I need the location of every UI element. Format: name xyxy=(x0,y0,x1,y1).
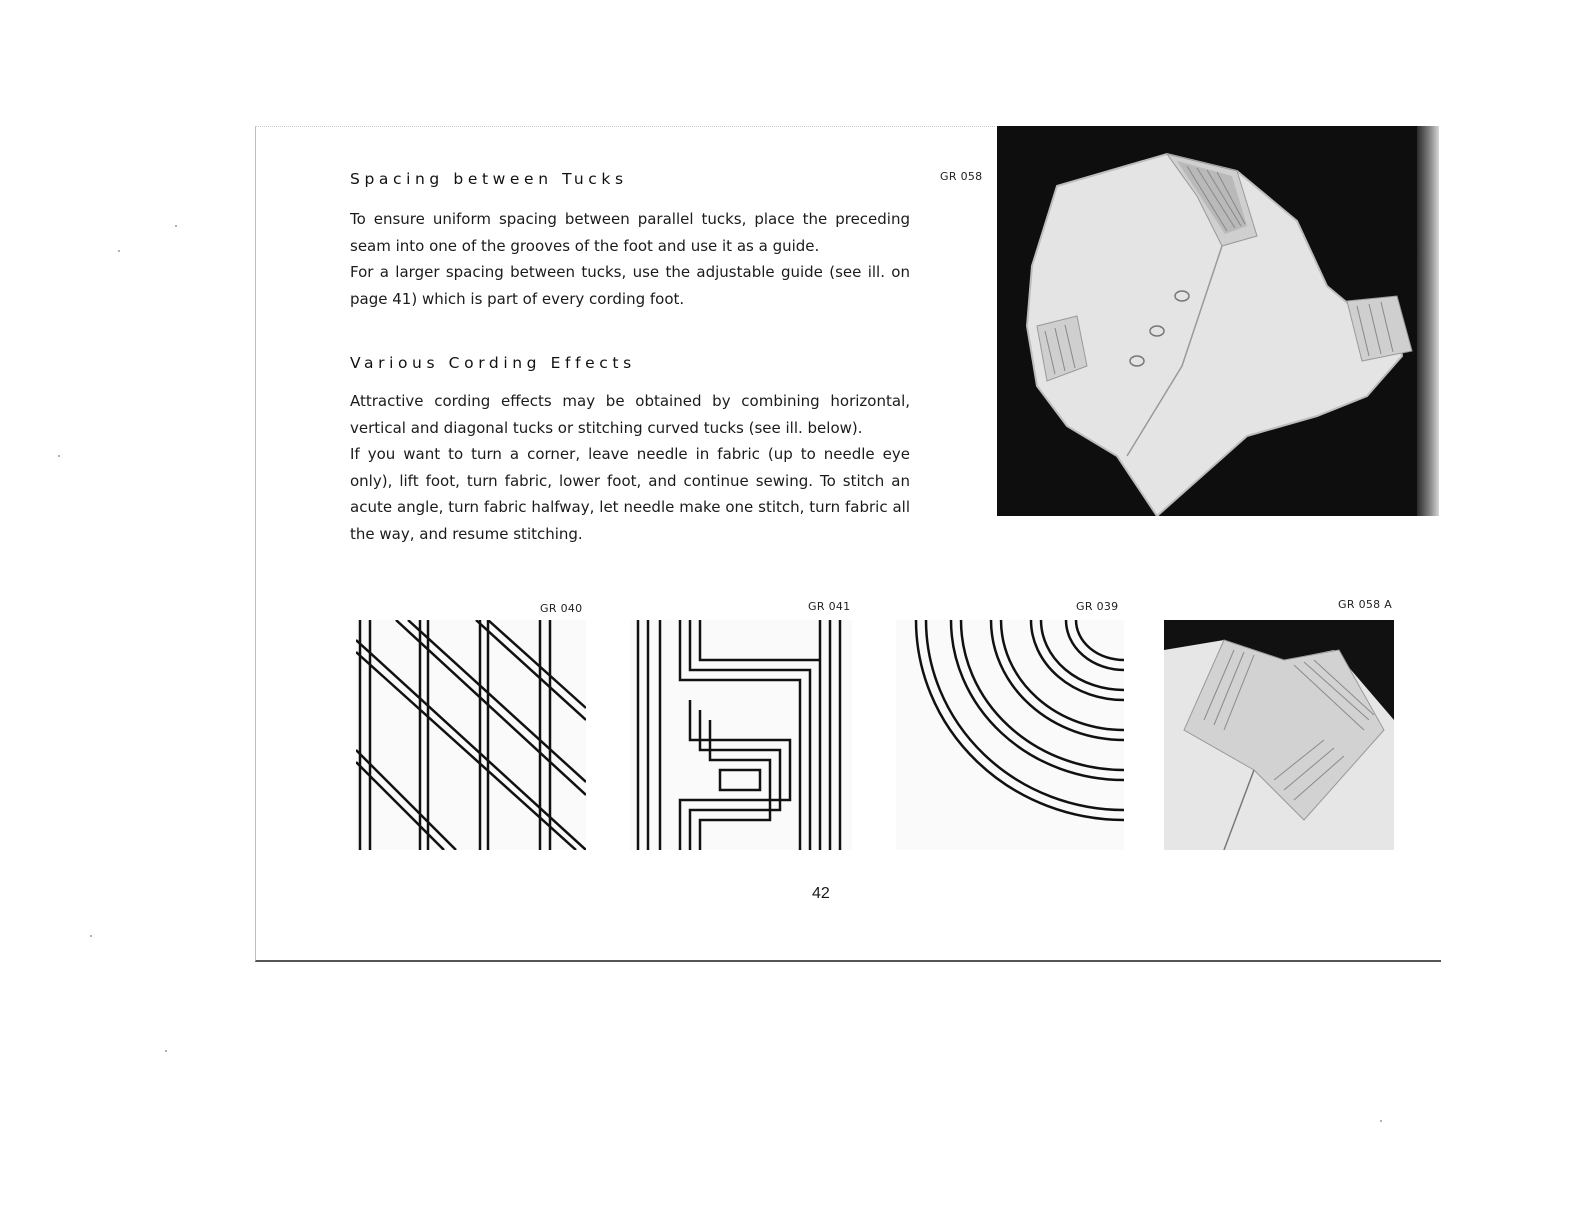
diagonal-grid-illustration xyxy=(356,620,586,850)
jacket-illustration xyxy=(997,126,1417,516)
paragraph: To ensure uniform spacing between parallel tucks, place the preceding seam into one of the grooves of the foot and use it as a guide. xyxy=(350,210,910,255)
paragraph: For a larger spacing between tucks, use the adjustable guide (see ill. on page 41) which is part of every cording foot. xyxy=(350,263,910,308)
figure-caption: GR 041 xyxy=(808,600,851,613)
tuck-pattern-concentric-arcs xyxy=(896,620,1124,850)
scan-speck xyxy=(90,935,92,937)
tuck-pattern-greek-key xyxy=(630,620,852,850)
section-heading-spacing-between-tucks: Spacing between Tucks xyxy=(350,170,628,188)
figure-caption: GR 039 xyxy=(1076,600,1119,613)
page-number: 42 xyxy=(812,885,830,902)
paragraph: If you want to turn a corner, leave needle in fabric (up to needle eye only), lift foot, turn fabric, lower foot, and continue sewing. To stitch an acute angle, turn fabric halfway, let needle make one stitch, turn fabric all the way, and resume stitching. xyxy=(350,445,910,543)
collar-closeup-photo xyxy=(1164,620,1394,850)
greek-key-illustration xyxy=(630,620,852,850)
tuck-pattern-diagonal-grid xyxy=(356,620,586,850)
section-heading-various-cording-effects: Various Cording Effects xyxy=(350,354,636,372)
scan-speck xyxy=(118,250,120,252)
concentric-arcs-illustration xyxy=(896,620,1124,850)
figure-caption: GR 040 xyxy=(540,602,583,615)
section-body-cording xyxy=(350,388,910,547)
section-body-spacing xyxy=(350,206,910,312)
collar-illustration xyxy=(1164,620,1394,850)
scan-speck xyxy=(1380,1120,1382,1122)
figure-caption: GR 058 A xyxy=(1338,598,1393,611)
scan-speck xyxy=(165,1050,167,1052)
scan-speck xyxy=(58,455,60,457)
jacket-photo xyxy=(997,126,1417,516)
figure-caption-main: GR 058 xyxy=(940,170,983,183)
paragraph: Attractive cording effects may be obtained by combining horizontal, vertical and diagonal tucks or stitching curved tucks (see ill. below). xyxy=(350,392,910,437)
page-edge-shadow xyxy=(1417,126,1439,516)
scan-speck xyxy=(175,225,177,227)
